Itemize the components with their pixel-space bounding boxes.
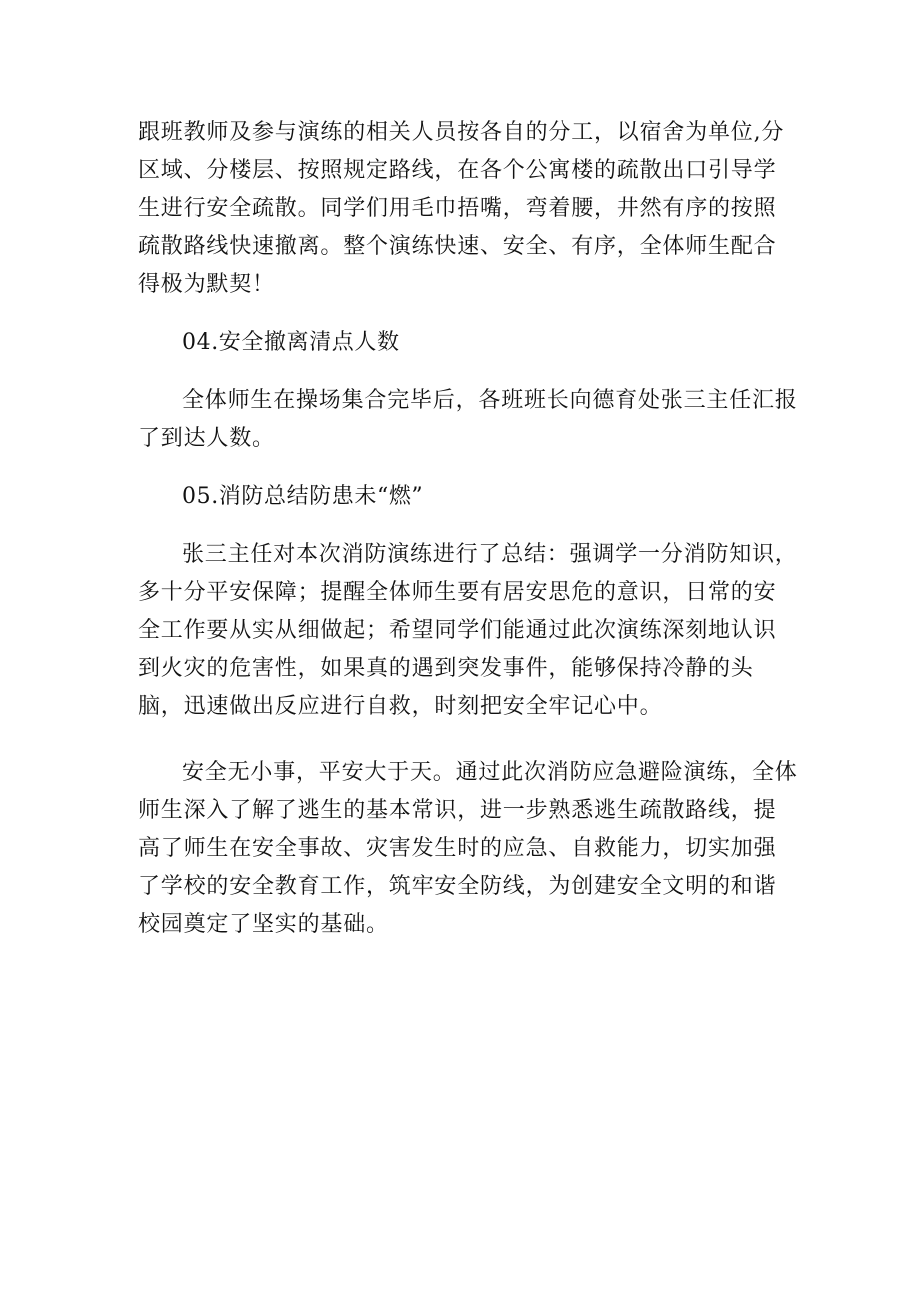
paragraph-summary: 张三主任对本次消防演练进行了总结：强调学一分消防知识，多十分平安保障；提醒全体师生要有居安思危的意识，日常的安全工作要从实从细做起；希望同学们能通过此次演练深刻地认识到火灾的危害性，如果真的遇到突发事件，能够保持冷静的头脑，迅速做出反应进行自救，时刻把安全牢记心中。 [138, 542, 798, 719]
section-gap [138, 516, 798, 536]
section-gap [138, 458, 798, 478]
document-content [138, 114, 798, 944]
section-gap [138, 304, 798, 324]
paragraph-evacuation: 跟班教师及参与演练的相关人员按各自的分工，以宿舍为单位,分区域、分楼层、按照规定路线，在各个公寓楼的疏散出口引导学生进行安全疏散。同学们用毛巾捂嘴，弯着腰，井然有序的按照疏散路线快速撤离。整个演练快速、安全、有序，全体师生配合得极为默契！ [138, 120, 785, 297]
paragraph-headcount: 全体师生在操场集合完毕后，各班班长向德育处张三主任汇报了到达人数。 [138, 388, 798, 451]
section-heading-05: 05.消防总结防患未“燃” [182, 484, 424, 509]
paragraph-conclusion: 安全无小事，平安大于天。通过此次消防应急避险演练，全体师生深入了解了逃生的基本常识，进一步熟悉逃生疏散路线，提高了师生在安全事故、灾害发生时的应急、自救能力，切实加强了学校的安全教育工作，筑牢安全防线，为创建安全文明的和谐校园奠定了坚实的基础。 [138, 760, 798, 937]
section-gap [138, 362, 798, 382]
section-gap [138, 726, 798, 754]
section-heading-04: 04.安全撤离清点人数 [182, 330, 400, 355]
